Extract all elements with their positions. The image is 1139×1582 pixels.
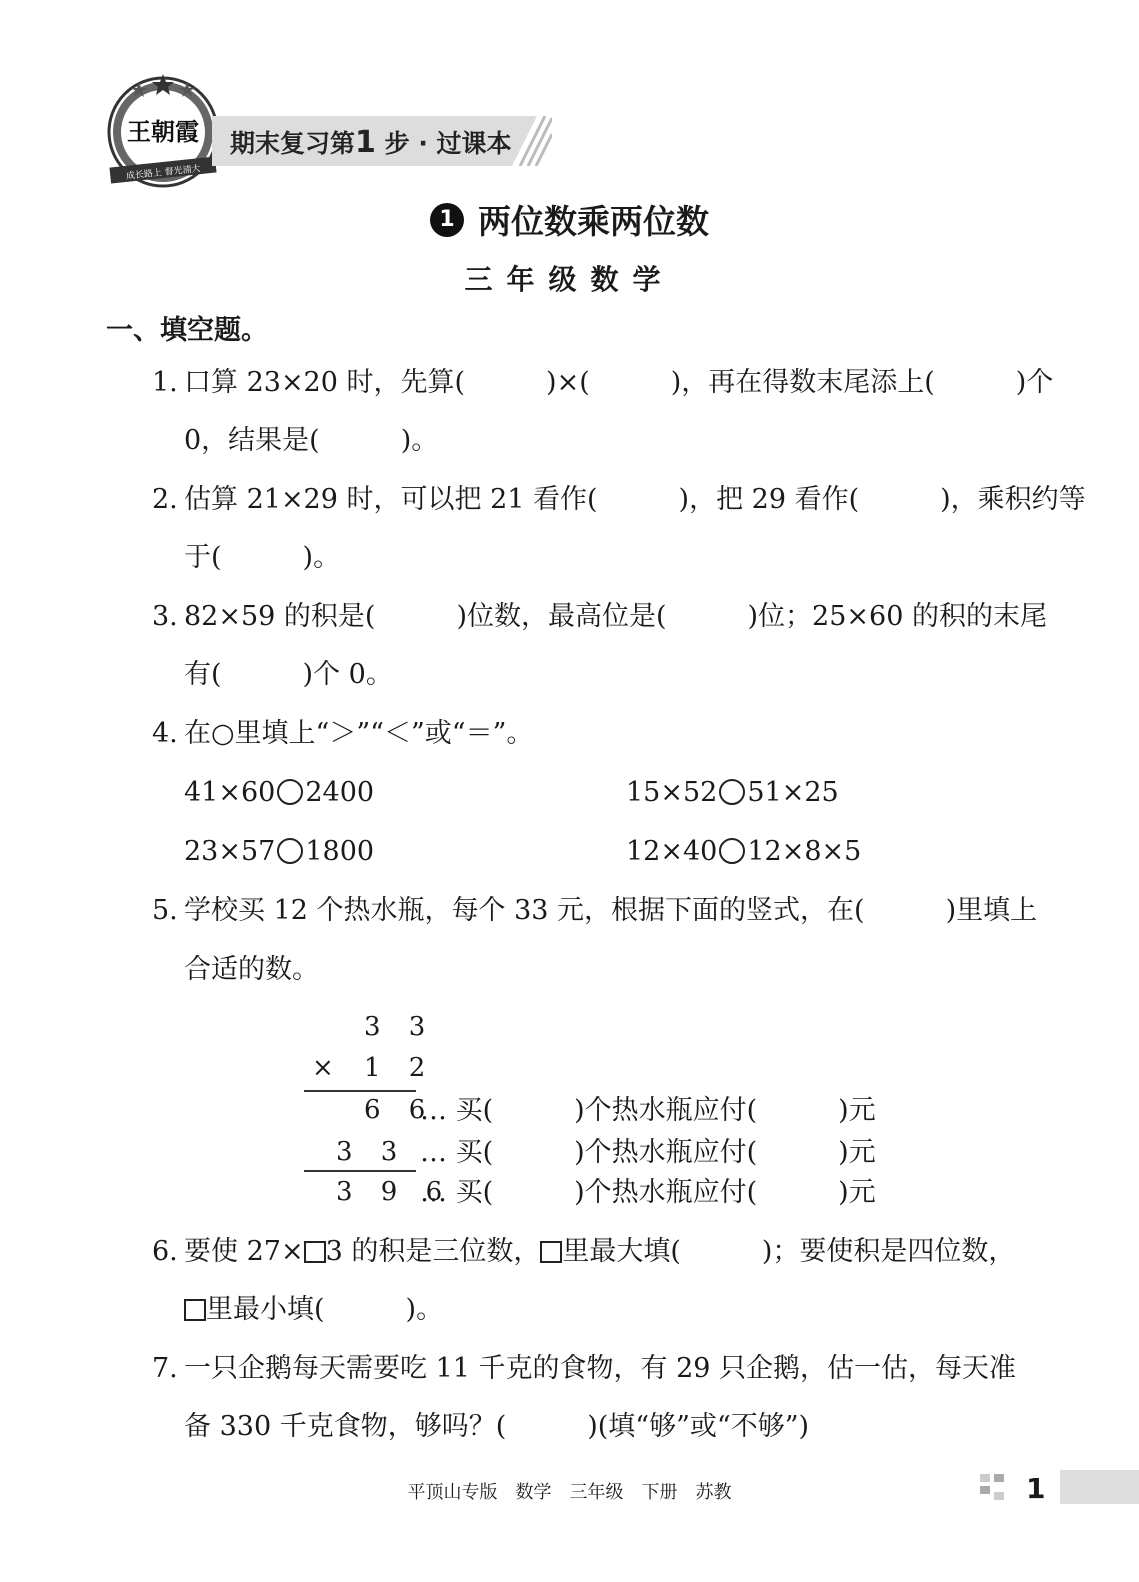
question-3-number: 3. [152, 601, 178, 632]
question-2-line-1: 估算 21×29 时，可以把 21 看作( )，把 29 看作( )，乘积约等 [184, 484, 1086, 515]
blank-square [184, 1299, 206, 1321]
question-5-line-1: 学校买 12 个热水瓶，每个 33 元，根据下面的竖式，在( )里填上 [184, 895, 1038, 926]
page-number-bar [1060, 1470, 1139, 1504]
question-5-line-2: 合适的数。 [184, 954, 319, 985]
compare-3-left: 23×57 [184, 836, 276, 867]
vertical-row-partial-2: 3 3 [336, 1137, 408, 1167]
brand-logo [104, 70, 222, 188]
vertical-row-partial-1: 6 6 [364, 1095, 436, 1125]
vertical-note-1: … 买( )个热水瓶应付( )元 [420, 1095, 876, 1126]
vertical-op-times: × [312, 1053, 344, 1083]
title-text: 两位数乘两位数 [478, 202, 709, 241]
question-6-line-2 [184, 1293, 443, 1327]
title-number-badge: 1 [430, 203, 464, 237]
vertical-note-3: … 买( )个热水瓶应付( )元 [420, 1177, 876, 1208]
banner-post: 步 · 过课本 [384, 129, 512, 158]
question-3-line-1: 82×59 的积是( )位数，最高位是( )位；25×60 的积的末尾 [184, 601, 1047, 632]
compare-circle [719, 838, 745, 864]
compare-2-right: 51×25 [747, 777, 839, 808]
compare-1-right: 2400 [305, 777, 375, 808]
compare-circle [719, 779, 745, 805]
page-title [430, 196, 709, 243]
vertical-divider [304, 1090, 416, 1092]
vertical-row-product: 3 9 6 [336, 1177, 453, 1207]
q6-part-c: 里最大填( )；要使积是四位数， [562, 1236, 1016, 1267]
question-2-number: 2. [152, 484, 178, 515]
logo-slogan: 成长路上 督光浦大 [125, 164, 202, 182]
question-1-number: 1. [152, 367, 178, 398]
vertical-row-multiplicand: 3 3 [364, 1012, 436, 1042]
vertical-divider [304, 1170, 416, 1172]
question-6-line-1 [184, 1235, 1015, 1269]
question-4-number: 4. [152, 718, 178, 749]
compare-item-2 [626, 776, 839, 810]
vertical-row-multiplier: 1 2 [364, 1053, 436, 1083]
banner-pre: 期末复习第 [230, 129, 356, 158]
logo-text: 王朝霞 [127, 117, 199, 146]
q6-part-d: 里最小填( )。 [206, 1294, 444, 1325]
compare-item-4 [626, 835, 861, 869]
compare-4-left: 12×40 [626, 836, 718, 867]
compare-item-1 [184, 776, 374, 810]
q6-part-b: 3 的积是三位数， [325, 1236, 541, 1267]
question-2-line-2: 于( )。 [184, 542, 341, 573]
question-7-number: 7. [152, 1353, 178, 1384]
question-5-number: 5. [152, 895, 178, 926]
compare-1-left: 41×60 [184, 777, 276, 808]
page-subtitle: 三年级数学 [464, 263, 675, 296]
compare-3-right: 1800 [305, 836, 375, 867]
compare-item-3 [184, 835, 374, 869]
question-3-line-2: 有( )个 0。 [184, 659, 393, 690]
compare-circle [277, 838, 303, 864]
section-heading-fill-blanks: 一、填空题。 [106, 315, 268, 346]
compare-4-right: 12×8×5 [747, 836, 862, 867]
banner-num: 1 [355, 125, 376, 160]
compare-circle [277, 779, 303, 805]
page-number: 1 [1026, 1472, 1046, 1505]
question-6-number: 6. [152, 1236, 178, 1267]
question-1-line-2: 0，结果是( )。 [184, 425, 439, 456]
page-number-decoration [980, 1472, 1020, 1504]
blank-square [304, 1241, 326, 1263]
question-1-line-1: 口算 23×20 时，先算( )×( )，再在得数末尾添上( )个 [184, 367, 1054, 398]
footer-text: 平顶山专版 数学 三年级 下册 苏教 [407, 1482, 732, 1503]
question-4-line-1: 在○里填上“＞”“＜”或“＝”。 [184, 718, 534, 749]
title-row [0, 196, 1139, 243]
q6-part-a: 要使 27× [184, 1236, 304, 1267]
compare-2-left: 15×52 [626, 777, 718, 808]
blank-square [540, 1241, 562, 1263]
vertical-note-2: … 买( )个热水瓶应付( )元 [420, 1137, 876, 1168]
step-banner [230, 124, 512, 160]
question-7-line-2: 备 330 千克食物，够吗？( )(填“够”或“不够”) [184, 1411, 810, 1442]
question-7-line-1: 一只企鹅每天需要吃 11 千克的食物，有 29 只企鹅，估一估，每天准 [184, 1353, 1017, 1384]
